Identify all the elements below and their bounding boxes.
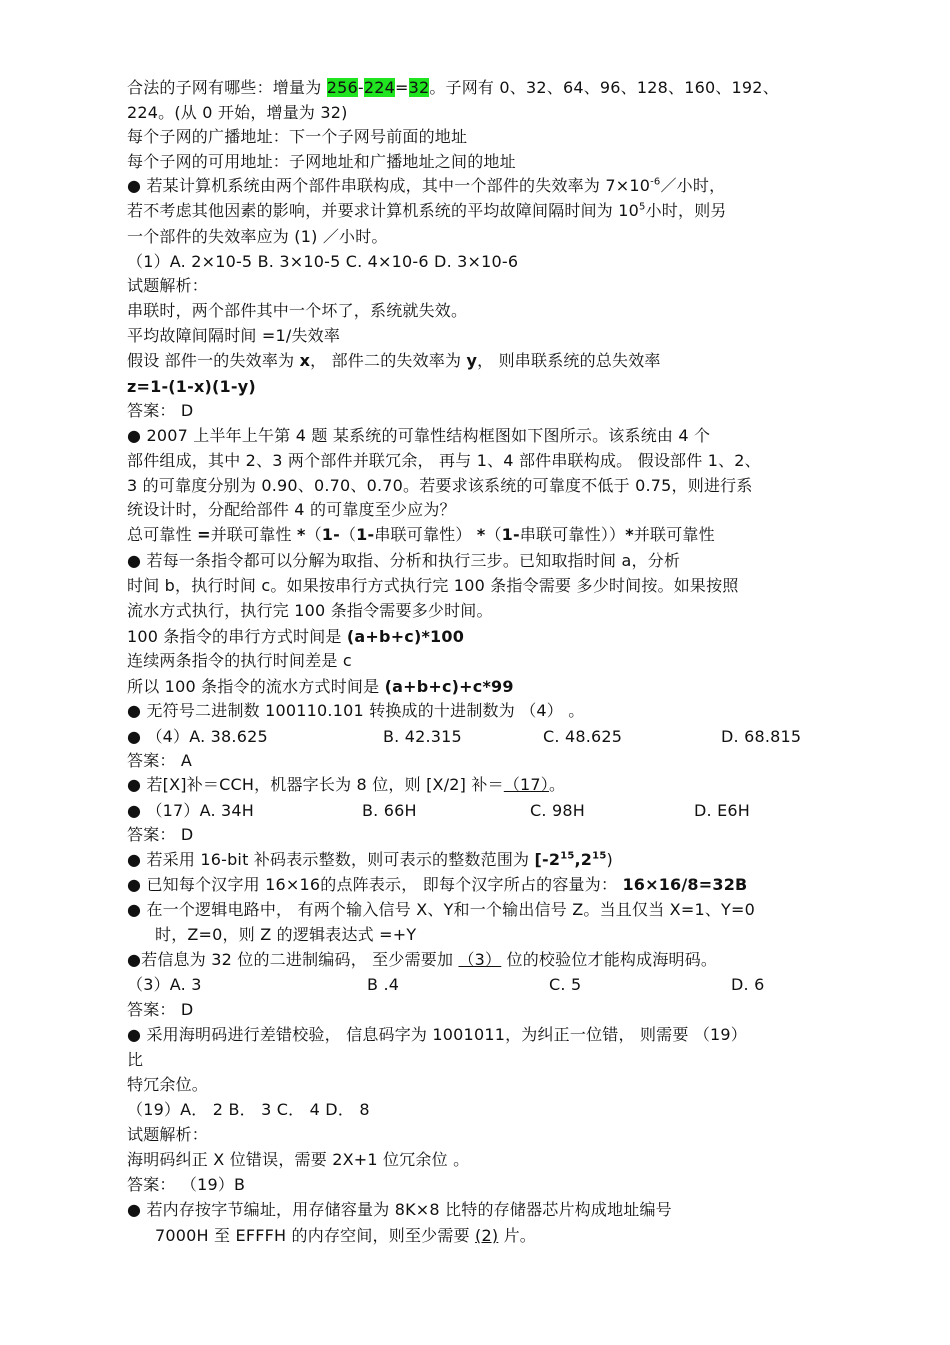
- q2-line-3: 3 的可靠度分别为 0.90、0.70、0.70。若要求该系统的可靠度不低于 0.75，则进行系: [127, 476, 753, 495]
- q4-option-b: B. 42.315: [383, 727, 462, 746]
- q1-explanation-3: 假设 部件一的失效率为 x， 部件二的失效率为 y， 则串联系统的总失效率: [127, 351, 661, 370]
- q10-analysis-label: 试题解析：: [127, 1125, 209, 1144]
- q3-line-1: ● 若每一条指令都可以分解为取指、分析和执行三步。已知取指时间 a，分析: [127, 551, 681, 570]
- q3-serial-time: 100 条指令的串行方式时间是 (a+b+c)*100: [127, 627, 465, 646]
- q4-option-d: D. 68.815: [721, 727, 802, 746]
- q4-answer: 答案： A: [127, 751, 193, 770]
- q11-line-2: 7000H 至 EFFFH 的内存空间，则至少需要 (2) 片。: [155, 1226, 536, 1245]
- q1-explanation-1: 串联时，两个部件其中一个坏了，系统就失效。: [127, 301, 468, 320]
- q4-line-1: ● 无符号二进制数 100110.101 转换成的十进制数为 （4） 。: [127, 701, 585, 720]
- q1-options: （1）A. 2×10-5 B. 3×10-5 C. 4×10-6 D. 3×10-6: [127, 252, 519, 271]
- q9-option-d: D. 6: [731, 975, 765, 994]
- q9-option-c: C. 5: [549, 975, 582, 994]
- q5-option-a: ● （17）A. 34H: [127, 801, 255, 820]
- q10-options: （19）A． 2 B． 3 C． 4 D． 8: [127, 1100, 370, 1119]
- usable-line: 每个子网的可用地址：子网地址和广播地址之间的地址: [127, 152, 516, 171]
- q5-option-c: C. 98H: [530, 801, 585, 820]
- q1-line-3: 一个部件的失效率应为 (1) ／小时。: [127, 227, 388, 246]
- q8-line-1: ● 在一个逻辑电路中， 有两个输入信号 X、Y和一个输出信号 Z。当且仅当 X=1、Y=0: [127, 900, 755, 919]
- highlight-224: 224: [363, 78, 395, 97]
- highlight-32: 32: [408, 78, 430, 97]
- q1-line-2: 若不考虑其他因素的影响，并要求计算机系统的平均故障间隔时间为 $10^5$小时，则另: [127, 201, 727, 220]
- subnet-line-1: 合法的子网有哪些：增量为 256-224=32。子网有 0、32、64、96、128、160、192、: [127, 78, 779, 97]
- q10-explanation: 海明码纠正 X 位错误，需要 2X+1 位冗余位 。: [127, 1150, 470, 1169]
- q3-line-2: 时间 b，执行时间 c。如果按串行方式执行完 100 条指令需要 多少时间按。如果按照: [127, 576, 739, 595]
- q3-line-3: 流水方式执行，执行完 100 条指令需要多少时间。: [127, 601, 493, 620]
- q5-line-1: ● 若[X]补＝CCH，机器字长为 8 位，则 [X/2] 补＝（17）。: [127, 775, 566, 794]
- q5-option-b: B. 66H: [362, 801, 417, 820]
- q2-line-4: 统设计时，分配给部件 4 的可靠度至少应为？: [127, 500, 456, 519]
- q6-line: ● 若采用 16-bit 补码表示整数，则可表示的整数范围为 $[-2^{15},2^{15})$: [127, 850, 613, 869]
- q5-answer: 答案： D: [127, 825, 194, 844]
- q10-answer: 答案： （19）B: [127, 1175, 246, 1194]
- q9-answer: 答案： D: [127, 1000, 194, 1019]
- q2-formula: 总可靠性 =并联可靠性 *（1-（1-串联可靠性） *（1-串联可靠性））*并联可靠性: [127, 525, 715, 544]
- q3-pipeline-time: 所以 100 条指令的流水方式时间是 (a+b+c)+c*99: [127, 677, 514, 696]
- q1-answer: 答案： D: [127, 401, 194, 420]
- q2-line-2: 部件组成，其中 2、3 两个部件并联冗余， 再与 1、4 部件串联构成。 假设部件 1、2、: [127, 451, 761, 470]
- q5-option-d: D. E6H: [694, 801, 751, 820]
- q3-diff: 连续两条指令的执行时间差是 c: [127, 651, 352, 670]
- q1-formula: z=1-(1-x)(1-y): [127, 377, 256, 396]
- q4-option-a: ● （4）A. 38.625: [127, 727, 268, 746]
- q2-line-1: ● 2007 上半年上午第 4 题 某系统的可靠性结构框图如下图所示。该系统由 4 个: [127, 426, 711, 445]
- q1-explanation-2: 平均故障间隔时间 =1/失效率: [127, 326, 341, 345]
- q10-line-3: 特冗余位。: [127, 1075, 209, 1094]
- q9-line-1: ●若信息为 32 位的二进制编码， 至少需要加 （3） 位的校验位才能构成海明码。: [127, 950, 718, 969]
- q4-option-c: C. 48.625: [543, 727, 623, 746]
- q10-line-2: 比: [127, 1050, 144, 1069]
- q1-line-1: ● 若某计算机系统由两个部件串联构成，其中一个部件的失效率为 $7\times 10^{-6}/$小时，: [127, 176, 726, 195]
- q9-option-b: B .4: [367, 975, 400, 994]
- q9-blank: （3）: [458, 950, 502, 969]
- highlight-256: 256: [326, 78, 358, 97]
- q7-line: ● 已知每个汉字用 16×16的点阵表示， 即每个汉字所占的容量为： 16×16/8=32B: [127, 875, 748, 894]
- subnet-line-2: 224。(从 0 开始，增量为 32): [127, 103, 348, 122]
- q11-line-1: ● 若内存按字节编址，用存储容量为 8K×8 比特的存储器芯片构成地址编号: [127, 1200, 672, 1219]
- q9-option-a: （3）A. 3: [127, 975, 202, 994]
- q5-blank: （17）: [503, 775, 549, 794]
- broadcast-line: 每个子网的广播地址：下一个子网号前面的地址: [127, 127, 468, 146]
- q1-analysis-label: 试题解析：: [127, 276, 209, 295]
- q11-blank: (2): [475, 1226, 499, 1245]
- q8-line-2: 时，Z=0，则 Z 的逻辑表达式 =+Y: [155, 925, 417, 944]
- q10-line-1: ● 采用海明码进行差错校验， 信息码字为 1001011，为纠正一位错， 则需要 （19）: [127, 1025, 748, 1044]
